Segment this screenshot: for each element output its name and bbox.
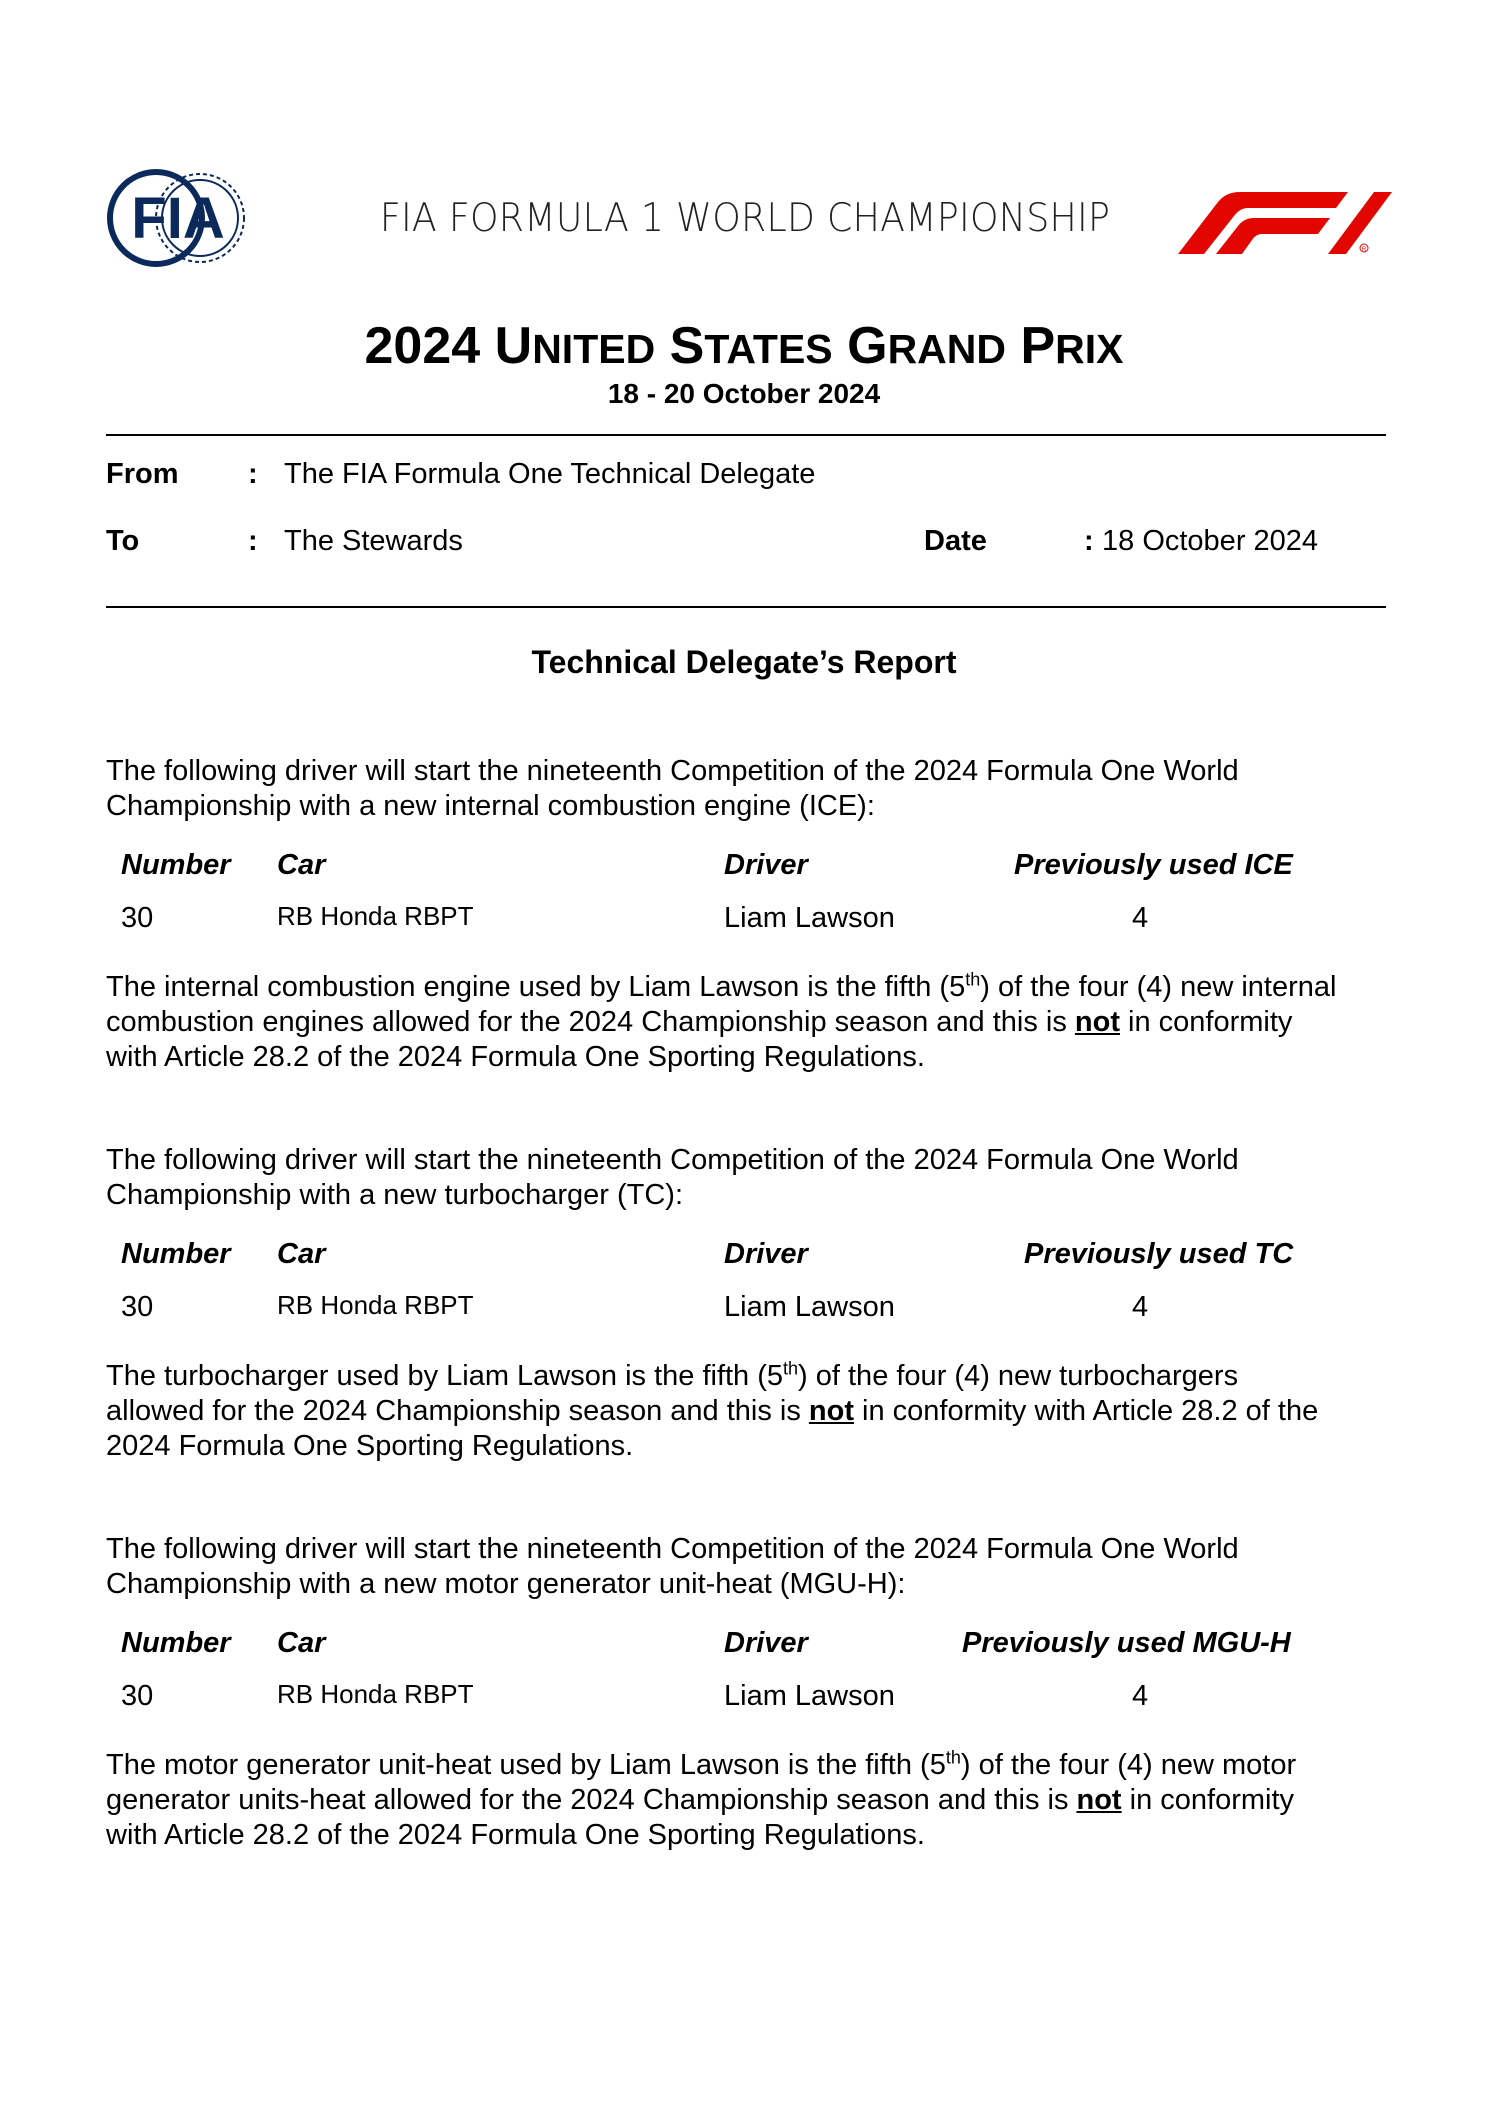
from-separator: :: [248, 458, 258, 490]
header-previous: Previously used TC: [1024, 1238, 1294, 1270]
row-previous: 4: [1132, 1680, 1149, 1712]
section-ice-intro: The following driver will start the nineteenth Competition of the 2024 Formula One World Championship with a new internal combustion engine (ICE):: [106, 755, 1239, 822]
fia-logo-text: FIA: [131, 186, 225, 251]
date-value: 18 October 2024: [1102, 525, 1319, 557]
to-value: The Stewards: [284, 525, 463, 557]
row-number: 30: [121, 1680, 154, 1712]
fia-logo: [106, 168, 250, 268]
header-number: Number: [121, 1627, 231, 1659]
header-number: Number: [121, 849, 231, 881]
section-mguh-intro: The following driver will start the nineteenth Competition of the 2024 Formula One World Championship with a new motor generator unit-heat (MGU-H):: [106, 1533, 1239, 1600]
row-car: RB Honda RBPT: [277, 1290, 474, 1320]
row-number: 30: [121, 1291, 154, 1323]
row-driver: Liam Lawson: [724, 1291, 895, 1323]
divider: [106, 434, 1386, 436]
row-number: 30: [121, 902, 154, 934]
event-title: 2024 UNITED STATES GRAND PRIX: [364, 317, 1124, 375]
header-car: Car: [277, 1627, 326, 1659]
row-car: RB Honda RBPT: [277, 1679, 474, 1709]
date-separator: :: [1084, 525, 1094, 557]
to-separator: :: [248, 525, 258, 557]
section-ice-conclusion: The internal combustion engine used by Liam Lawson is the fifth (5th) of the four (4) new internal combustion engines allowed for the 2024 Championship season and this is not in conformity with Article 28.2 of the 2024 Formula One Sporting Regulations.: [106, 969, 1337, 1073]
divider: [106, 606, 1386, 608]
to-label: To: [106, 525, 140, 557]
not-emphasis: not: [808, 1395, 854, 1427]
header-driver: Driver: [724, 1238, 808, 1270]
date-label: Date: [924, 525, 987, 557]
section-tc-intro: The following driver will start the nineteenth Competition of the 2024 Formula One World Championship with a new turbocharger (TC):: [106, 1144, 1239, 1211]
not-emphasis: not: [1076, 1784, 1122, 1816]
header-car: Car: [277, 1238, 326, 1270]
header-number: Number: [121, 1238, 231, 1270]
f1-logo: [1178, 190, 1392, 254]
header-car: Car: [277, 849, 326, 881]
from-value: The FIA Formula One Technical Delegate: [284, 458, 816, 490]
championship-title: FIA FORMULA 1 WORLD CHAMPIONSHIP: [379, 196, 1111, 241]
header-driver: Driver: [724, 849, 808, 881]
row-previous: 4: [1132, 902, 1149, 934]
row-car: RB Honda RBPT: [277, 901, 474, 931]
header-previous: Previously used ICE: [1014, 849, 1293, 881]
section-tc-conclusion: The turbocharger used by Liam Lawson is the fifth (5th) of the four (4) new turbochargers allowed for the 2024 Championship season and this is not in conformity with Article 28.2 of the 2024 Formula One Sporting Regulations.: [106, 1358, 1319, 1462]
svg-text:R: R: [1361, 247, 1367, 253]
not-emphasis: not: [1074, 1006, 1120, 1038]
row-driver: Liam Lawson: [724, 902, 895, 934]
report-title: Technical Delegate’s Report: [531, 644, 957, 680]
row-previous: 4: [1132, 1291, 1149, 1323]
header-previous: Previously used MGU-H: [962, 1627, 1291, 1659]
header-driver: Driver: [724, 1627, 808, 1659]
section-mguh-conclusion: The motor generator unit-heat used by Liam Lawson is the fifth (5th) of the four (4) new motor generator units-heat allowed for the 2024 Championship season and this is not in conformity with Article 28.2 of the 2024 Formula One Sporting Regulations.: [106, 1747, 1297, 1851]
from-label: From: [106, 458, 179, 490]
row-driver: Liam Lawson: [724, 1680, 895, 1712]
event-dates: 18 - 20 October 2024: [607, 378, 881, 409]
